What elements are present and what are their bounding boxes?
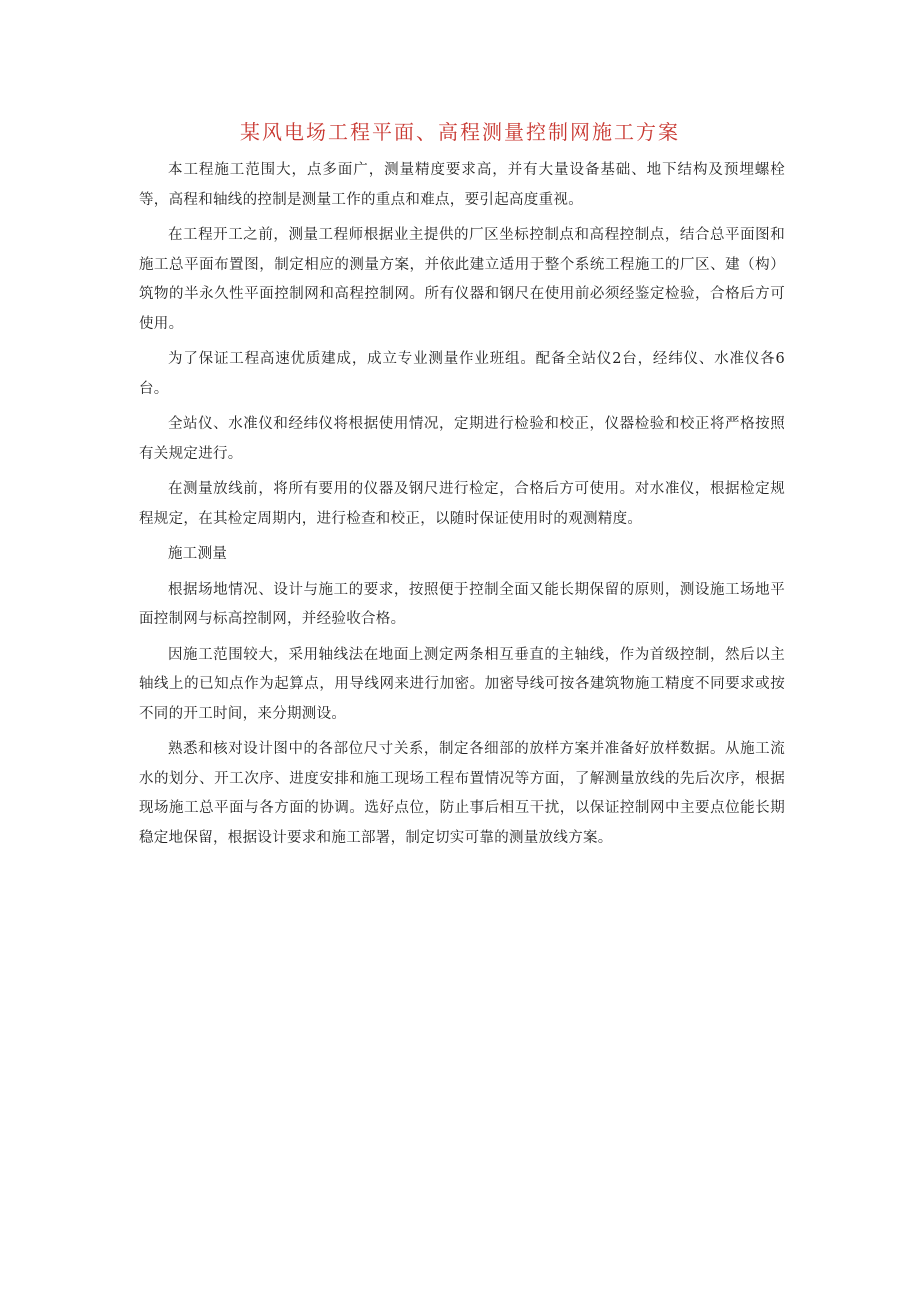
paragraph-preparation: 在工程开工之前，测量工程师根据业主提供的厂区坐标控制点和高程控制点，结合总平面图和施工总平面布置图，制定相应的测量方案，并依此建立适用于整个系统工程施工的厂区、建（构）筑物的半永久性平面控制网和高程控制网。所有仪器和钢尺在使用前必须经鉴定检验，合格后方可使用。	[139, 227, 785, 332]
paragraph-verification: 在测量放线前，将所有要用的仪器及钢尺进行检定，合格后方可使用。对水准仪，根据检定规程规定，在其检定周期内，进行检查和校正，以随时保证使用时的观测精度。	[139, 481, 785, 527]
paragraph-control-network: 根据场地情况、设计与施工的要求，按照便于控制全面又能长期保留的原则，测设施工场地平面控制网与标高控制网，并经验收合格。	[139, 581, 785, 627]
section-heading-construction-survey: 施工测量	[168, 546, 228, 562]
paragraph-scope: 本工程施工范围大，点多面广，测量精度要求高，并有大量设备基础、地下结构及预埋螺栓等，高程和轴线的控制是测量工作的重点和难点，要引起高度重视。	[139, 162, 785, 208]
document-body	[139, 156, 785, 853]
document-title: 某风电场工程平面、高程测量控制网施工方案	[240, 120, 680, 144]
paragraph-calibration: 全站仪、水准仪和经纬仪将根据使用情况，定期进行检验和校正，仪器检验和校正将严格按照有关规定进行。	[139, 416, 785, 462]
paragraph-team: 为了保证工程高速优质建成，成立专业测量作业班组。配备全站仪2台，经纬仪、水准仪各6台。	[139, 351, 785, 397]
paragraph-layout-plan: 熟悉和核对设计图中的各部位尺寸关系，制定各细部的放样方案并准备好放样数据。从施工流水的划分、开工次序、进度安排和施工现场工程布置情况等方面，了解测量放线的先后次序，根据现场施工总平面与各方面的协调。选好点位，防止事后相互干扰，以保证控制网中主要点位能长期稳定地保留，根据设计要求和施工部署，制定切实可靠的测量放线方案。	[139, 741, 785, 846]
paragraph-axis-method: 因施工范围较大，采用轴线法在地面上测定两条相互垂直的主轴线，作为首级控制，然后以主轴线上的已知点作为起算点，用导线网来进行加密。加密导线可按各建筑物施工精度不同要求或按不同的开工时间，来分期测设。	[139, 646, 785, 722]
